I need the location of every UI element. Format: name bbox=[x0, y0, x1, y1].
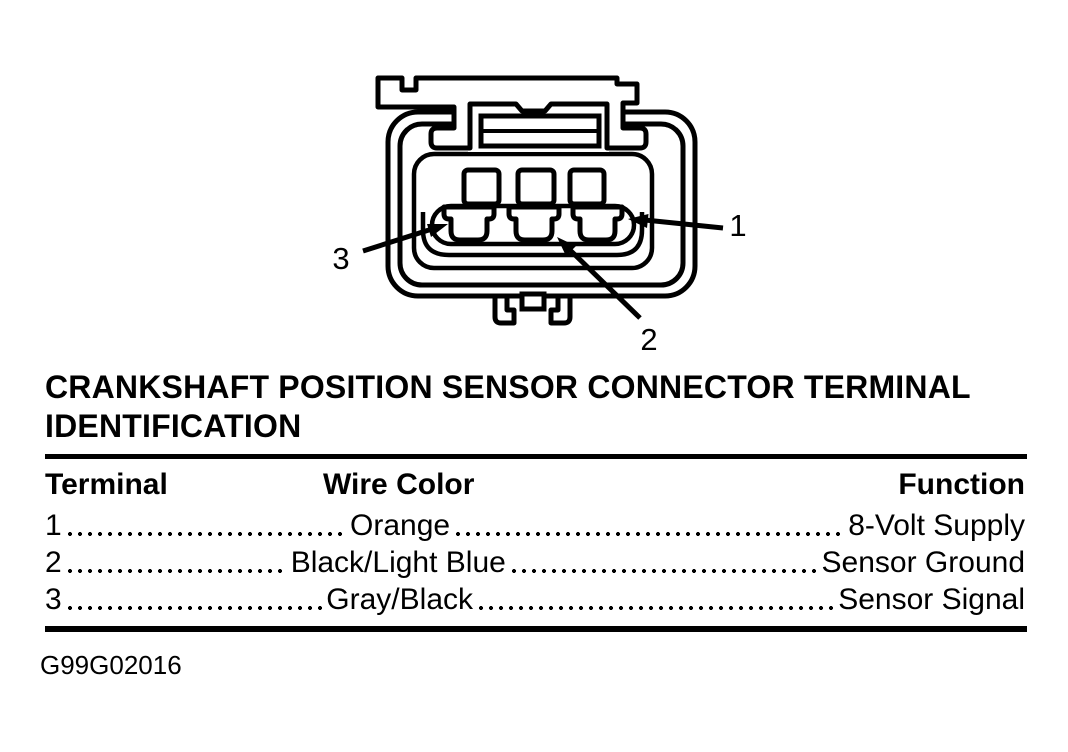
terminal-2-callout-label: 2 bbox=[640, 322, 658, 353]
header-terminal: Terminal bbox=[45, 468, 168, 501]
leader-dots bbox=[509, 566, 819, 576]
leader-dots bbox=[476, 603, 835, 613]
terminal-3-callout-label: 3 bbox=[332, 241, 350, 276]
cell-function: 8-Volt Supply bbox=[848, 509, 1025, 542]
terminal-2 bbox=[509, 207, 559, 240]
table-header-row bbox=[45, 468, 1025, 502]
connector-diagram-svg bbox=[330, 58, 750, 353]
mounting-foot-left bbox=[495, 296, 514, 323]
table-row bbox=[45, 505, 1025, 542]
cell-terminal: 1 bbox=[45, 509, 62, 542]
table-row bbox=[45, 542, 1025, 579]
cell-terminal: 3 bbox=[45, 583, 62, 616]
index-notch bbox=[522, 294, 544, 309]
page-title: CRANKSHAFT POSITION SENSOR CONNECTOR TERMINAL IDENTIFICATION bbox=[45, 369, 971, 445]
terminal-1-callout-label: 1 bbox=[729, 208, 747, 243]
table-body bbox=[45, 505, 1025, 616]
cavity-hole-1 bbox=[570, 170, 604, 204]
cell-function: Sensor Signal bbox=[838, 583, 1025, 616]
connector-diagram bbox=[330, 58, 750, 353]
cell-wire-color: Gray/Black bbox=[326, 583, 474, 616]
table-top-rule bbox=[45, 454, 1027, 459]
cell-wire-color: Black/Light Blue bbox=[290, 546, 506, 579]
leader-dots bbox=[453, 529, 845, 539]
cell-terminal: 2 bbox=[45, 546, 62, 579]
cell-function: Sensor Ground bbox=[821, 546, 1025, 579]
terminal-3 bbox=[444, 207, 494, 240]
cavity-hole-2 bbox=[518, 170, 554, 204]
leader-dots bbox=[65, 566, 288, 576]
header-function: Function bbox=[898, 468, 1025, 501]
leader-dots bbox=[65, 529, 347, 539]
terminal-1 bbox=[573, 207, 622, 240]
table-bottom-rule bbox=[45, 626, 1027, 632]
cavity-hole-3 bbox=[464, 170, 499, 204]
cell-wire-color: Orange bbox=[350, 509, 451, 542]
mounting-foot-right bbox=[551, 296, 570, 323]
header-wire-color: Wire Color bbox=[323, 468, 475, 501]
table-row bbox=[45, 579, 1025, 616]
leader-dots bbox=[65, 603, 324, 613]
figure-id: G99G02016 bbox=[40, 650, 182, 680]
